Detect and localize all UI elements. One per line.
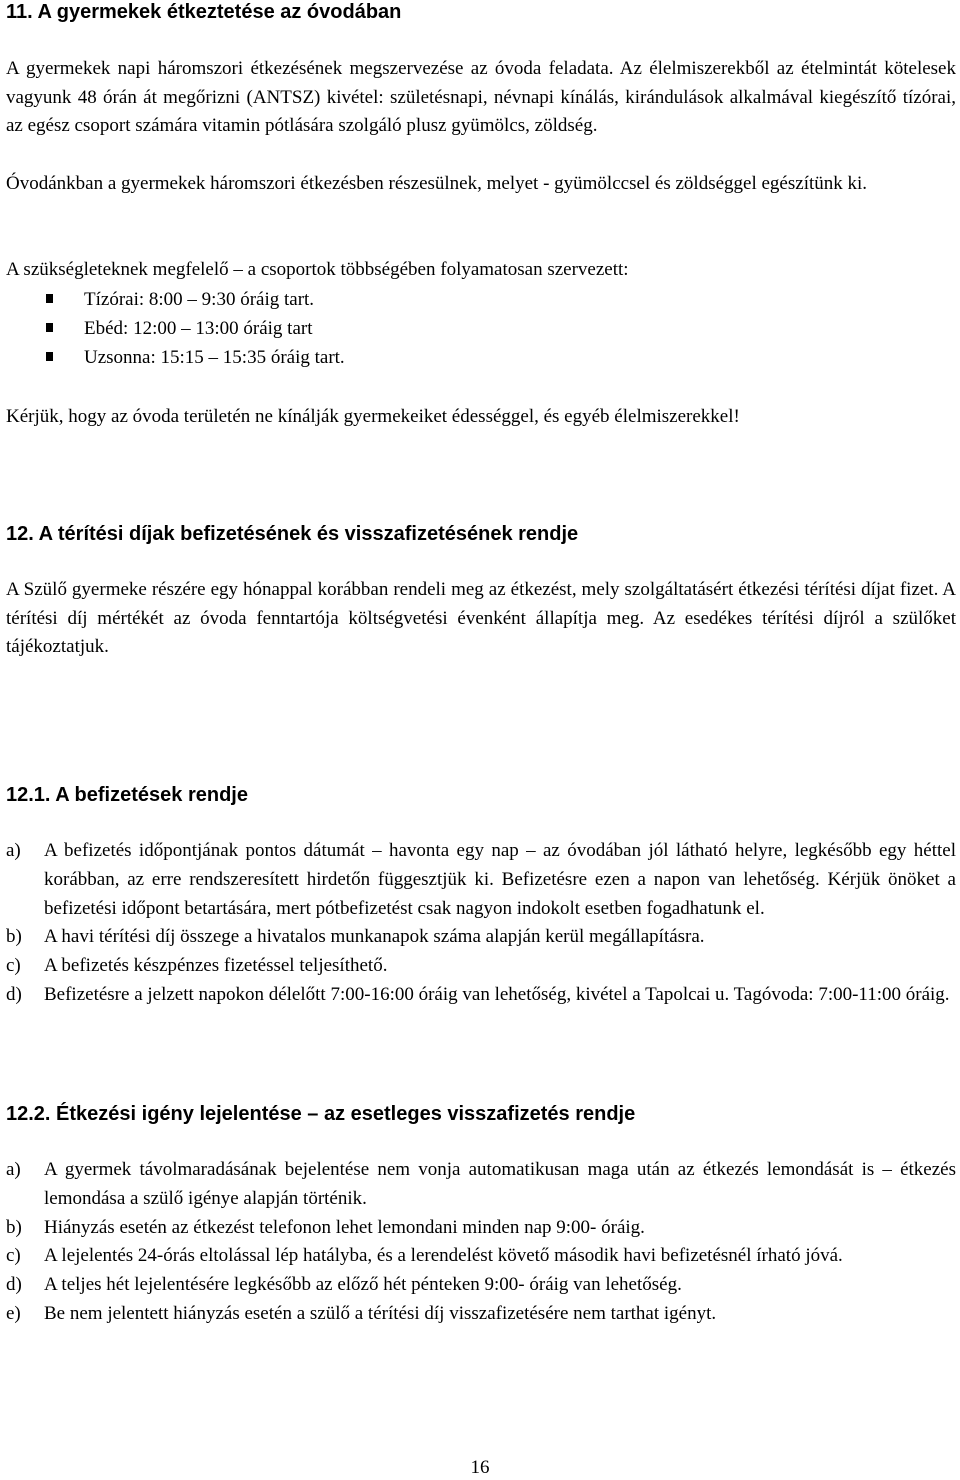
list-item-text: A befizetés időpontjának pontos dátumát – havonta egy nap – az óvodában jól látható helyre, legkésőbb egy héttel korábban, az erre rendszeresített hirdetőn függesztjük ki. Befizetésre ezen a napon van lehetőség. Kérjük önöket a befizetési időpont betartására, mert pótbefizetést csak nagyon indokolt esetben fogadhatunk el. <box>44 840 956 919</box>
list-item-text: Be nem jelentett hiányzás esetén a szülő a térítési díj visszafizetésére nem tarthat igényt. <box>44 1302 717 1324</box>
list-marker: a) <box>6 840 21 861</box>
schedule-item-text: Ebéd: 12:00 – 13:00 óráig tart <box>84 318 313 339</box>
section-12-title: 12. A térítési díjak befizetésének és visszafizetésének rendje <box>6 523 579 545</box>
list-item-text: A havi térítési díj összege a hivatalos munkanapok száma alapján kerül megállapításra. <box>44 926 705 948</box>
list-item-text: A teljes hét lejelentésére legkésőbb az előző hét pénteken 9:00- óráig van lehetőség. <box>44 1274 682 1296</box>
list-item <box>0 1300 956 1329</box>
section-11-paragraph-1: A gyermekek napi háromszori étkezésének megszervezése az óvoda feladata. Az élelmiszerekből az ételmintát kötelesek vagyunk 48 órán át megőrizni (ANTSZ) kivétel: születésnapi, névnapi kínálás, kirándulások alkalmával kiegészítő tízórai, az egész csoport számára vitamin pótlására szolgáló plusz gyümölcs, zöldség. <box>6 58 956 137</box>
section-11-title: 11. A gyermekek étkeztetése az óvodában <box>6 1 402 23</box>
section-12-paragraph: A Szülő gyermeke részére egy hónappal korábban rendeli meg az étkezést, mely szolgáltatásért étkezési térítési díjat fizet. A térítési díj mértékét az óvoda fenntartója költségvetési évenként állapítja meg. Az esedékes térítési díjról a szülőket tájékoztatjuk. <box>6 579 956 658</box>
list-marker: c) <box>6 1245 21 1267</box>
meal-schedule-list <box>6 285 956 372</box>
list-item <box>0 981 956 1010</box>
list-item <box>0 1242 956 1271</box>
list-marker: b) <box>6 926 22 948</box>
payment-rules-list <box>0 837 956 1010</box>
section-11-paragraph-3: A szükségleteknek megfelelő – a csoportok többségében folyamatosan szervezett: <box>6 259 629 280</box>
list-item-text: A befizetés készpénzes fizetéssel teljesíthető. <box>44 955 388 977</box>
section-11-paragraph-2: Óvodánkban a gyermekek háromszori étkezésben részesülnek, melyet - gyümölccsel és zöldséggel egészítünk ki. <box>6 173 868 194</box>
list-item <box>0 837 956 923</box>
section-11-paragraph-4: Kérjük, hogy az óvoda területén ne kínálják gyermekeiket édességgel, és egyéb élelmiszerekkel! <box>6 406 740 427</box>
section-12-1-title: 12.1. A befizetések rendje <box>6 784 248 806</box>
list-marker: e) <box>6 1302 21 1324</box>
list-item <box>6 285 956 314</box>
list-item <box>6 314 956 343</box>
square-bullet-icon <box>46 323 53 332</box>
schedule-item-text: Tízórai: 8:00 – 9:30 óráig tart. <box>84 289 315 310</box>
meal-cancellation-list <box>0 1156 956 1329</box>
square-bullet-icon <box>46 294 53 303</box>
page-number: 16 <box>470 1457 490 1478</box>
list-marker: d) <box>6 983 22 1005</box>
list-item-text: Befizetésre a jelzett napokon délelőtt 7:00-16:00 óráig van lehetőség, kivétel a Tapolcai u. Tagóvoda: 7:00-11:00 óráig. <box>44 983 950 1005</box>
list-marker: a) <box>6 1159 21 1180</box>
list-item <box>0 1156 956 1214</box>
square-bullet-icon <box>46 352 53 361</box>
list-item <box>0 1271 956 1300</box>
list-item <box>6 343 956 372</box>
schedule-item-text: Uzsonna: 15:15 – 15:35 óráig tart. <box>84 347 345 368</box>
list-item-text: A lejelentés 24-órás eltolással lép hatályba, és a lerendelést követő második havi befizetésnél írható jóvá. <box>44 1245 843 1267</box>
list-item-text: Hiányzás esetén az étkezést telefonon lehet lemondani minden nap 9:00- óráig. <box>44 1216 645 1238</box>
list-item-text: A gyermek távolmaradásának bejelentése nem vonja automatikusan maga után az étkezés lemondását is – étkezés lemondása a szülő igénye alapján történik. <box>44 1159 956 1209</box>
list-item <box>0 952 956 981</box>
list-item <box>0 923 956 952</box>
list-marker: d) <box>6 1274 22 1296</box>
list-item <box>0 1214 956 1243</box>
section-12-2-title: 12.2. Étkezési igény lejelentése – az esetleges visszafizetés rendje <box>6 1103 636 1125</box>
list-marker: b) <box>6 1216 22 1238</box>
list-marker: c) <box>6 955 21 977</box>
